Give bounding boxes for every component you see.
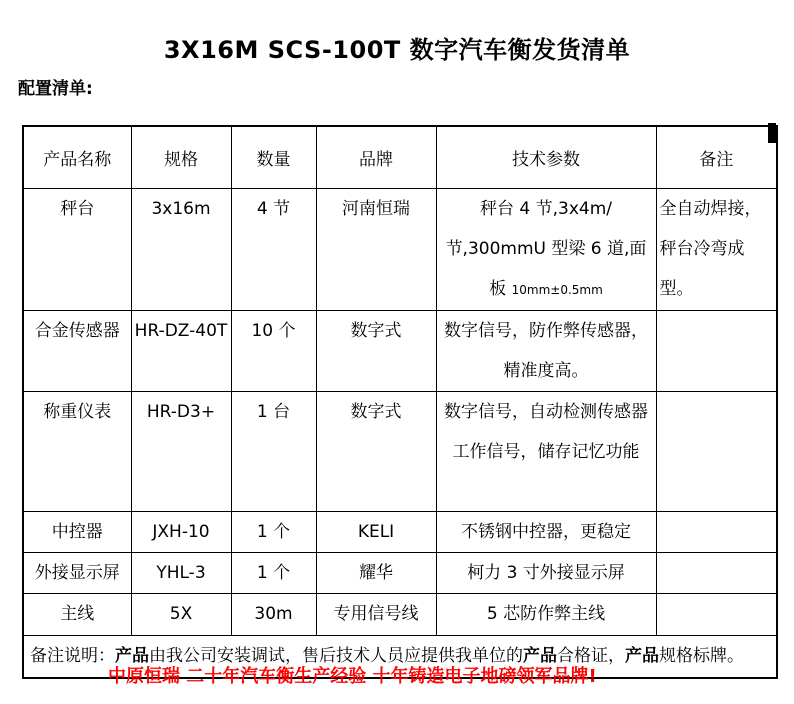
cell-qty: 4 节: [231, 188, 316, 310]
header-cell-product-name: 产品名称: [23, 126, 131, 188]
cell-remark: [656, 552, 777, 593]
cell-qty: 10 个: [231, 310, 316, 391]
note-segment-bold: 产品: [625, 646, 659, 667]
cell-brand: 耀华: [316, 552, 436, 593]
cell-spec: JXH-10: [131, 511, 231, 552]
shipping-list-table: [22, 125, 778, 679]
cell-remark: 全自动焊接，秤台冷弯成型。: [656, 188, 777, 310]
tech-main-text: 秤台 4 节,3x4m/节,300mmU 型梁 6 道,面板: [445, 198, 647, 299]
tech-small-text: 10mm±0.5mm: [511, 282, 603, 297]
note-segment-bold: 产品: [115, 646, 149, 667]
cell-tech-params: 5 芯防作弊主线: [436, 593, 656, 635]
cell-brand: 河南恒瑞: [316, 188, 436, 310]
cell-product-name: 称重仪表: [23, 391, 131, 511]
note-segment: 备注说明：: [30, 646, 115, 667]
cell-remark: [656, 593, 777, 635]
table-row-indicator: [23, 391, 777, 511]
header-cell-remark: 备注: [656, 126, 777, 188]
cell-brand: 数字式: [316, 310, 436, 391]
header-cell-tech-params: 技术参数: [436, 126, 656, 188]
note-segment: 由我公司安装调试，售后技术人员应提供我单位的: [149, 646, 523, 667]
cell-tech-params: [436, 188, 656, 310]
cell-product-name: 主线: [23, 593, 131, 635]
table-row-weighbridge: [23, 188, 777, 310]
note-segment: 规格标牌。: [659, 646, 744, 667]
cell-tech-params: 不锈钢中控器，更稳定: [436, 511, 656, 552]
cell-spec: HR-D3+: [131, 391, 231, 511]
cell-spec: 5X: [131, 593, 231, 635]
table-corner-artifact: [768, 123, 776, 143]
cell-product-name: 秤台: [23, 188, 131, 310]
page-title: 3X16M SCS-100T 数字汽车衡发货清单: [163, 36, 631, 64]
section-label: 配置清单:: [18, 79, 93, 99]
cell-remark: [656, 310, 777, 391]
cell-spec: 3x16m: [131, 188, 231, 310]
header-cell-spec: 规格: [131, 126, 231, 188]
cell-spec: HR-DZ-40T: [131, 310, 231, 391]
cell-remark: [656, 511, 777, 552]
cell-product-name: 合金传感器: [23, 310, 131, 391]
cell-product-name: 外接显示屏: [23, 552, 131, 593]
cell-qty: 30m: [231, 593, 316, 635]
cell-spec: YHL-3: [131, 552, 231, 593]
cell-brand: 专用信号线: [316, 593, 436, 635]
table-row-main-cable: [23, 593, 777, 635]
cell-brand: 数字式: [316, 391, 436, 511]
cell-tech-params: 数字信号，自动检测传感器工作信号，储存记忆功能: [436, 391, 656, 511]
table-row-external-display: [23, 552, 777, 593]
cell-qty: 1 台: [231, 391, 316, 511]
cell-tech-params: 柯力 3 寸外接显示屏: [436, 552, 656, 593]
note-segment-bold: 产品: [523, 646, 557, 667]
cell-qty: 1 个: [231, 552, 316, 593]
table-row-load-cell: [23, 310, 777, 391]
cell-brand: KELI: [316, 511, 436, 552]
header-cell-qty: 数量: [231, 126, 316, 188]
table-header-row: [23, 126, 777, 188]
footer-slogan: 中原恒瑞 二十年汽车衡生产经验 十年铸造电子地磅领军品牌!: [108, 666, 597, 687]
note-segment: 合格证，: [557, 646, 625, 667]
cell-qty: 1 个: [231, 511, 316, 552]
header-cell-brand: 品牌: [316, 126, 436, 188]
table-row-junction-box: [23, 511, 777, 552]
cell-tech-params: 数字信号，防作弊传感器，精准度高。: [436, 310, 656, 391]
cell-remark: [656, 391, 777, 511]
cell-product-name: 中控器: [23, 511, 131, 552]
